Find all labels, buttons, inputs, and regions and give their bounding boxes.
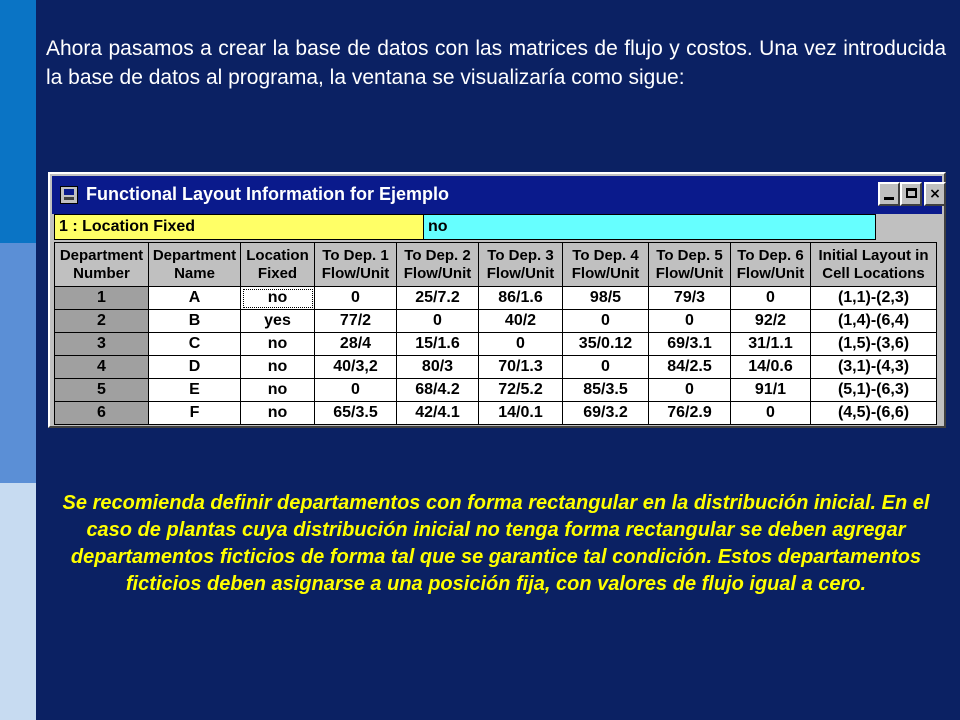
column-header-to-dep-2[interactable] — [397, 243, 479, 287]
accent-block-middle — [0, 243, 36, 483]
grid-cell-initial-layout[interactable]: (5,1)-(6,3) — [811, 379, 937, 402]
table-row — [55, 379, 937, 402]
column-header-line: Number — [73, 264, 130, 282]
column-header-line: Flow/Unit — [403, 264, 472, 282]
grid-cell-to-dep-4[interactable]: 35/0.12 — [563, 333, 649, 356]
column-header-to-dep-5[interactable] — [649, 243, 731, 287]
grid-cell-initial-layout[interactable]: (1,5)-(3,6) — [811, 333, 937, 356]
app-icon[interactable] — [60, 186, 78, 204]
row-number-cell[interactable]: 2 — [55, 310, 149, 333]
grid-cell-to-dep-3[interactable]: 70/1.3 — [479, 356, 563, 379]
grid-cell-to-dep-1[interactable]: 65/3.5 — [315, 402, 397, 425]
grid-cell-to-dep-2[interactable]: 25/7.2 — [397, 287, 479, 310]
column-header-location-fixed[interactable] — [241, 243, 315, 287]
grid-cell-to-dep-3[interactable]: 0 — [479, 333, 563, 356]
grid-cell-to-dep-1[interactable]: 40/3,2 — [315, 356, 397, 379]
left-accent-bar — [0, 0, 36, 720]
grid-cell-to-dep-1[interactable]: 28/4 — [315, 333, 397, 356]
grid-header-row — [55, 243, 937, 287]
column-header-line: Flow/Unit — [571, 264, 640, 282]
grid-cell-to-dep-4[interactable]: 0 — [563, 310, 649, 333]
grid-cell-to-dep-6[interactable]: 91/1 — [731, 379, 811, 402]
grid-cell-department-name[interactable]: E — [149, 379, 241, 402]
table-row — [55, 356, 937, 379]
grid-cell-to-dep-1[interactable]: 0 — [315, 379, 397, 402]
column-header-line: To Dep. 4 — [572, 246, 639, 264]
minimize-icon — [884, 197, 894, 200]
close-button[interactable] — [924, 182, 946, 206]
functional-layout-window — [48, 172, 946, 428]
accent-block-top — [0, 0, 36, 243]
grid-cell-department-name[interactable]: F — [149, 402, 241, 425]
column-header-to-dep-6[interactable] — [731, 243, 811, 287]
grid-cell-to-dep-4[interactable]: 69/3.2 — [563, 402, 649, 425]
column-header-line: Department — [152, 246, 237, 264]
grid-cell-to-dep-5[interactable]: 0 — [649, 310, 731, 333]
grid-cell-initial-layout[interactable]: (3,1)-(4,3) — [811, 356, 937, 379]
grid-cell-to-dep-2[interactable]: 15/1.6 — [397, 333, 479, 356]
row-number-cell[interactable]: 5 — [55, 379, 149, 402]
row-number-cell[interactable]: 3 — [55, 333, 149, 356]
grid-cell-department-name[interactable]: B — [149, 310, 241, 333]
column-header-line: Flow/Unit — [655, 264, 724, 282]
grid-cell-to-dep-6[interactable]: 0 — [731, 402, 811, 425]
column-header-line: Department — [59, 246, 144, 264]
column-header-line: Flow/Unit — [736, 264, 805, 282]
grid-cell-location-fixed[interactable]: yes — [241, 310, 315, 333]
column-header-line: Name — [174, 264, 215, 282]
grid-cell-department-name[interactable]: A — [149, 287, 241, 310]
grid-cell-to-dep-2[interactable]: 42/4.1 — [397, 402, 479, 425]
column-header-line: To Dep. 1 — [322, 246, 389, 264]
grid-cell-to-dep-2[interactable]: 0 — [397, 310, 479, 333]
grid-cell-to-dep-4[interactable]: 85/3.5 — [563, 379, 649, 402]
column-header-line: Fixed — [257, 264, 298, 282]
column-header-line: Cell Locations — [822, 264, 925, 282]
column-header-line: Flow/Unit — [486, 264, 555, 282]
grid-cell-to-dep-6[interactable]: 14/0.6 — [731, 356, 811, 379]
window-title-bar[interactable] — [52, 176, 942, 216]
column-header-line: Initial Layout in — [818, 246, 929, 264]
table-row — [55, 287, 937, 310]
maximize-icon — [906, 188, 917, 198]
column-header-line: To Dep. 3 — [487, 246, 554, 264]
maximize-button[interactable] — [900, 182, 922, 206]
column-header-to-dep-1[interactable] — [315, 243, 397, 287]
minimize-button[interactable] — [878, 182, 900, 206]
grid-cell-to-dep-4[interactable]: 98/5 — [563, 287, 649, 310]
grid-cell-to-dep-5[interactable]: 69/3.1 — [649, 333, 731, 356]
column-header-line: Location — [246, 246, 309, 264]
row-number-cell[interactable]: 1 — [55, 287, 149, 310]
grid-cell-to-dep-5[interactable]: 84/2.5 — [649, 356, 731, 379]
column-header-line: To Dep. 5 — [656, 246, 723, 264]
table-row — [55, 402, 937, 425]
grid-cell-to-dep-1[interactable]: 77/2 — [315, 310, 397, 333]
grid-cell-to-dep-3[interactable]: 72/5.2 — [479, 379, 563, 402]
column-header-initial-layout[interactable] — [811, 243, 937, 287]
grid-cell-initial-layout[interactable]: (4,5)-(6,6) — [811, 402, 937, 425]
intro-text: Ahora pasamos a crear la base de datos con las matrices de flujo y costos. Una vez introducida la base de datos al programa, la ventana se visualizaría como sigue: — [46, 37, 946, 89]
grid-cell-location-fixed[interactable]: no — [241, 333, 315, 356]
close-icon: × — [929, 186, 941, 202]
grid-cell-to-dep-6[interactable]: 0 — [731, 287, 811, 310]
window-title: Functional Layout Information for Ejemplo — [86, 184, 449, 204]
grid-cell-to-dep-5[interactable]: 76/2.9 — [649, 402, 731, 425]
grid-cell-department-name[interactable]: C — [149, 333, 241, 356]
column-header-line: Flow/Unit — [321, 264, 390, 282]
table-row — [55, 333, 937, 356]
recommendation-note: Se recomienda definir departamentos con forma rectangular en la distribución inicial. En el caso de plantas cuya distribución inicial no tenga forma rectangular se deben agregar departamentos ficticios de forma tal que se garantice tal condición. Estos departamentos ficticios deben asignarse a una posición fija, con valores de flujo igual a cero. — [62, 492, 930, 595]
grid-cell-to-dep-2[interactable]: 68/4.2 — [397, 379, 479, 402]
column-header-line: To Dep. 2 — [404, 246, 471, 264]
grid-cell-location-fixed[interactable]: no — [241, 356, 315, 379]
grid-cell-to-dep-5[interactable]: 0 — [649, 379, 731, 402]
accent-block-bottom — [0, 483, 36, 720]
grid-cell-location-fixed[interactable]: no — [241, 287, 315, 310]
grid-cell-to-dep-6[interactable]: 92/2 — [731, 310, 811, 333]
grid-cell-location-fixed[interactable]: no — [241, 402, 315, 425]
current-cell-label: 1 : Location Fixed — [54, 214, 424, 240]
grid-cell-to-dep-2[interactable]: 80/3 — [397, 356, 479, 379]
grid-cell-location-fixed[interactable]: no — [241, 379, 315, 402]
grid-cell-to-dep-3[interactable]: 86/1.6 — [479, 287, 563, 310]
column-header-department-number[interactable] — [55, 243, 149, 287]
grid-cell-to-dep-3[interactable]: 40/2 — [479, 310, 563, 333]
column-header-to-dep-3[interactable] — [479, 243, 563, 287]
grid-cell-to-dep-4[interactable]: 0 — [563, 356, 649, 379]
grid-cell-department-name[interactable]: D — [149, 356, 241, 379]
table-row — [55, 310, 937, 333]
column-header-line: To Dep. 6 — [737, 246, 804, 264]
current-cell-value-input[interactable]: no — [424, 214, 876, 240]
grid-cell-initial-layout[interactable]: (1,4)-(6,4) — [811, 310, 937, 333]
row-number-cell[interactable]: 4 — [55, 356, 149, 379]
grid-cell-to-dep-1[interactable]: 0 — [315, 287, 397, 310]
column-header-to-dep-4[interactable] — [563, 243, 649, 287]
grid-cell-initial-layout[interactable]: (1,1)-(2,3) — [811, 287, 937, 310]
department-grid — [54, 242, 937, 425]
grid-cell-to-dep-6[interactable]: 31/1.1 — [731, 333, 811, 356]
grid-cell-to-dep-3[interactable]: 14/0.1 — [479, 402, 563, 425]
row-number-cell[interactable]: 6 — [55, 402, 149, 425]
grid-cell-to-dep-5[interactable]: 79/3 — [649, 287, 731, 310]
column-header-department-name[interactable] — [149, 243, 241, 287]
